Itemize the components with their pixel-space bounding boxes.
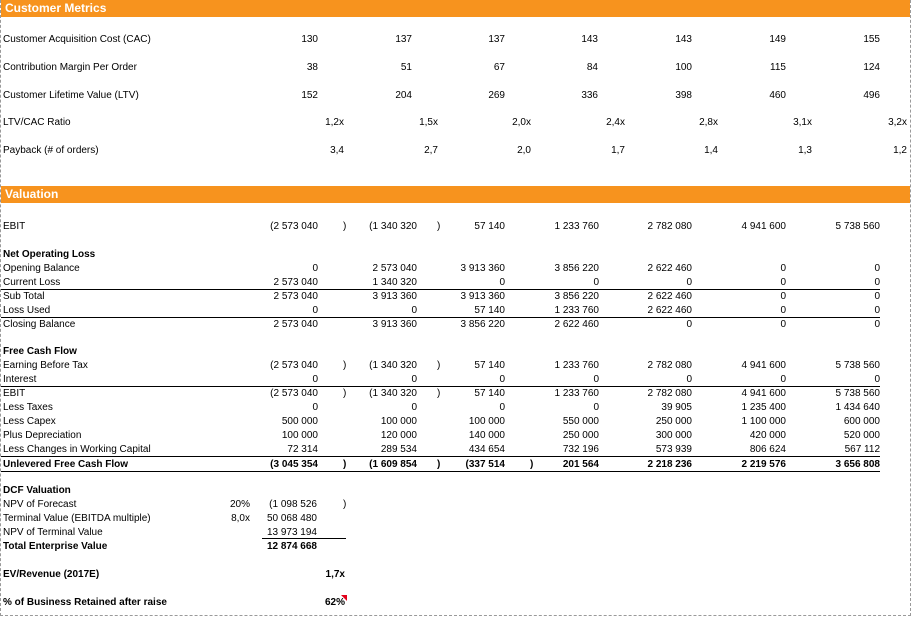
fcf-value[interactable]: 806 624 bbox=[749, 444, 786, 455]
page-break-left bbox=[0, 0, 1, 616]
fcf-row-label[interactable]: EBIT bbox=[3, 388, 26, 399]
fcf-value[interactable]: 250 000 bbox=[562, 430, 599, 441]
unlevered-fcf-value[interactable]: 3 656 808 bbox=[835, 459, 880, 470]
fcf-value[interactable]: 0 bbox=[499, 402, 505, 413]
unlevered-fcf-value[interactable]: (337 514 bbox=[465, 459, 505, 470]
ebit-value[interactable]: 5 738 560 bbox=[835, 221, 880, 232]
fcf-paren: ) bbox=[437, 388, 441, 399]
fcf-value[interactable]: 5 738 560 bbox=[835, 388, 880, 399]
dcf-param[interactable]: 20% bbox=[229, 499, 250, 510]
metric-value[interactable]: 2,0x bbox=[512, 117, 531, 128]
fcf-row-label[interactable]: Plus Depreciation bbox=[3, 430, 82, 441]
metric-value[interactable]: 1,2x bbox=[325, 117, 344, 128]
nol-value[interactable]: 0 bbox=[874, 277, 880, 288]
dcf-value[interactable]: (1 098 526 bbox=[269, 499, 317, 510]
fcf-value[interactable]: 1 100 000 bbox=[741, 416, 786, 427]
nol-value[interactable]: 0 bbox=[312, 305, 318, 316]
row-border bbox=[1, 289, 880, 290]
fcf-value[interactable]: 0 bbox=[411, 402, 417, 413]
metric-value[interactable]: 137 bbox=[395, 34, 412, 45]
unlevered-fcf-value[interactable]: 2 218 236 bbox=[647, 459, 692, 470]
fcf-value[interactable]: 0 bbox=[312, 402, 318, 413]
row-border bbox=[1, 317, 880, 318]
metric-value[interactable]: 1,7 bbox=[611, 145, 625, 156]
metric-value[interactable]: 398 bbox=[675, 90, 692, 101]
nol-value[interactable]: 3 913 360 bbox=[372, 319, 417, 330]
comment-indicator-icon[interactable] bbox=[341, 595, 347, 601]
dcf-row-label[interactable]: NPV of Terminal Value bbox=[3, 527, 103, 538]
metric-value[interactable]: 100 bbox=[675, 62, 692, 73]
nol-value[interactable]: 0 bbox=[312, 263, 318, 274]
ebit-paren: ) bbox=[437, 221, 441, 232]
ebit-value[interactable]: 4 941 600 bbox=[741, 221, 786, 232]
nol-value[interactable]: 2 573 040 bbox=[273, 319, 318, 330]
unlevered-fcf-paren: ) bbox=[437, 459, 441, 470]
nol-value[interactable]: 1 340 320 bbox=[372, 277, 417, 288]
nol-value[interactable]: 0 bbox=[780, 305, 786, 316]
ev-revenue-label[interactable]: EV/Revenue (2017E) bbox=[3, 569, 100, 580]
nol-value[interactable]: 2 573 040 bbox=[273, 277, 318, 288]
fcf-value[interactable]: 72 314 bbox=[287, 444, 318, 455]
fcf-value[interactable]: 100 000 bbox=[380, 416, 417, 427]
ebit-value[interactable]: (1 340 320 bbox=[369, 221, 417, 232]
nol-value[interactable]: 0 bbox=[874, 263, 880, 274]
nol-value[interactable]: 2 622 460 bbox=[647, 291, 692, 302]
nol-value[interactable]: 1 233 760 bbox=[554, 305, 599, 316]
metric-value[interactable]: 336 bbox=[581, 90, 598, 101]
metric-value[interactable]: 130 bbox=[301, 34, 318, 45]
fcf-value[interactable]: 4 941 600 bbox=[741, 388, 786, 399]
metric-value[interactable]: 38 bbox=[306, 62, 318, 73]
metric-value[interactable]: 143 bbox=[581, 34, 598, 45]
nol-value[interactable]: 0 bbox=[874, 319, 880, 330]
fcf-value[interactable]: 500 000 bbox=[281, 416, 318, 427]
nol-value[interactable]: 2 573 040 bbox=[273, 291, 318, 302]
row-border-double bbox=[1, 471, 880, 472]
nol-value[interactable]: 2 622 460 bbox=[647, 263, 692, 274]
nol-value[interactable]: 0 bbox=[686, 277, 692, 288]
ev-revenue-value[interactable]: 1,7x bbox=[325, 569, 345, 580]
nol-value[interactable]: 3 913 360 bbox=[372, 291, 417, 302]
nol-value[interactable]: 0 bbox=[874, 305, 880, 316]
fcf-value[interactable]: 550 000 bbox=[562, 416, 599, 427]
fcf-value[interactable]: (2 573 040 bbox=[270, 388, 318, 399]
metric-value[interactable]: 51 bbox=[400, 62, 412, 73]
metric-value[interactable]: 155 bbox=[863, 34, 880, 45]
metric-value[interactable]: 67 bbox=[493, 62, 505, 73]
dcf-heading[interactable]: DCF Valuation bbox=[3, 485, 71, 496]
dcf-param[interactable]: 8,0x bbox=[231, 513, 250, 524]
metric-label[interactable]: Customer Acquisition Cost (CAC) bbox=[3, 34, 151, 45]
metric-value[interactable]: 2,4x bbox=[606, 117, 625, 128]
metric-label[interactable]: LTV/CAC Ratio bbox=[3, 117, 71, 128]
ebit-value[interactable]: (2 573 040 bbox=[270, 221, 318, 232]
fcf-value[interactable]: 120 000 bbox=[380, 430, 417, 441]
nol-value[interactable]: 0 bbox=[780, 263, 786, 274]
metric-value[interactable]: 1,3 bbox=[798, 145, 812, 156]
fcf-row-label[interactable]: Interest bbox=[3, 374, 37, 385]
valuation-title: Valuation bbox=[5, 187, 59, 201]
nol-value[interactable]: 0 bbox=[499, 277, 505, 288]
nol-value[interactable]: 0 bbox=[780, 291, 786, 302]
fcf-value[interactable]: 289 534 bbox=[380, 444, 417, 455]
fcf-value[interactable]: (1 340 320 bbox=[369, 360, 417, 371]
page-break-bottom bbox=[0, 615, 911, 616]
retained-value[interactable]: 62% bbox=[324, 597, 345, 608]
dcf-row-label[interactable]: Terminal Value (EBITDA multiple) bbox=[3, 513, 151, 524]
ebit-value[interactable]: 57 140 bbox=[474, 221, 505, 232]
metric-value[interactable]: 1,5x bbox=[419, 117, 438, 128]
fcf-value[interactable]: 0 bbox=[312, 374, 318, 385]
dcf-total-rule bbox=[262, 538, 346, 539]
fcf-paren: ) bbox=[437, 360, 441, 371]
nol-value[interactable]: 3 856 220 bbox=[554, 263, 599, 274]
row-border bbox=[1, 386, 880, 387]
metric-value[interactable]: 3,1x bbox=[793, 117, 812, 128]
fcf-value[interactable]: 0 bbox=[686, 374, 692, 385]
fcf-row-label[interactable]: Less Taxes bbox=[3, 402, 53, 413]
metric-value[interactable]: 2,7 bbox=[424, 145, 438, 156]
nol-value[interactable]: 3 913 360 bbox=[460, 291, 505, 302]
fcf-value[interactable]: 250 000 bbox=[655, 416, 692, 427]
fcf-value[interactable]: 140 000 bbox=[468, 430, 505, 441]
ebit-label[interactable]: EBIT bbox=[3, 221, 26, 232]
nol-value[interactable]: 3 856 220 bbox=[554, 291, 599, 302]
nol-value[interactable]: 2 622 460 bbox=[647, 305, 692, 316]
fcf-value[interactable]: 600 000 bbox=[843, 416, 880, 427]
fcf-value[interactable]: 2 782 080 bbox=[647, 388, 692, 399]
fcf-paren: ) bbox=[343, 360, 347, 371]
unlevered-fcf-value[interactable]: (1 609 854 bbox=[369, 459, 417, 470]
customer-metrics-title: Customer Metrics bbox=[5, 1, 107, 15]
metric-value[interactable]: 1,2 bbox=[893, 145, 907, 156]
nol-row-label[interactable]: Current Loss bbox=[3, 277, 61, 288]
fcf-value[interactable]: 0 bbox=[593, 374, 599, 385]
row-border bbox=[1, 456, 880, 457]
metric-label[interactable]: Contribution Margin Per Order bbox=[3, 62, 137, 73]
metric-value[interactable]: 115 bbox=[770, 62, 786, 73]
fcf-value[interactable]: 100 000 bbox=[281, 430, 318, 441]
fcf-row-label[interactable]: Less Capex bbox=[3, 416, 56, 427]
fcf-value[interactable]: 573 939 bbox=[655, 444, 692, 455]
unlevered-fcf-paren: ) bbox=[530, 459, 534, 470]
fcf-value[interactable]: 732 196 bbox=[562, 444, 599, 455]
unlevered-fcf-value[interactable]: 201 564 bbox=[562, 459, 599, 470]
nol-value[interactable]: 0 bbox=[780, 319, 786, 330]
nol-value[interactable]: 0 bbox=[686, 319, 692, 330]
dcf-paren: ) bbox=[343, 499, 347, 510]
fcf-value[interactable]: 39 905 bbox=[661, 402, 692, 413]
fcf-value[interactable]: 1 233 760 bbox=[554, 360, 599, 371]
metric-value[interactable]: 204 bbox=[395, 90, 412, 101]
metric-value[interactable]: 124 bbox=[863, 62, 880, 73]
dcf-row-label[interactable]: NPV of Forecast bbox=[3, 499, 77, 510]
customer-metrics-header[interactable] bbox=[1, 0, 910, 17]
page-break-right bbox=[910, 0, 911, 616]
nol-value[interactable]: 0 bbox=[780, 277, 786, 288]
dcf-value[interactable]: 50 068 480 bbox=[266, 513, 317, 524]
retained-label[interactable]: % of Business Retained after raise bbox=[3, 597, 167, 608]
fcf-value[interactable]: 0 bbox=[411, 374, 417, 385]
fcf-value[interactable]: 434 654 bbox=[468, 444, 505, 455]
fcf-value[interactable]: 57 140 bbox=[474, 388, 505, 399]
unlevered-fcf-label[interactable]: Unlevered Free Cash Flow bbox=[3, 459, 129, 470]
nol-row-label[interactable]: Loss Used bbox=[3, 305, 51, 316]
fcf-value[interactable]: 520 000 bbox=[843, 430, 880, 441]
fcf-value[interactable]: 1 233 760 bbox=[554, 388, 599, 399]
fcf-value[interactable]: 1 434 640 bbox=[835, 402, 880, 413]
nol-value[interactable]: 0 bbox=[593, 277, 599, 288]
nol-value[interactable]: 2 622 460 bbox=[554, 319, 599, 330]
fcf-value[interactable]: 1 235 400 bbox=[741, 402, 786, 413]
nol-value[interactable]: 0 bbox=[411, 305, 417, 316]
fcf-value[interactable]: 0 bbox=[874, 374, 880, 385]
nol-value[interactable]: 2 573 040 bbox=[372, 263, 417, 274]
fcf-row-label[interactable]: Earning Before Tax bbox=[3, 360, 88, 371]
metric-value[interactable]: 269 bbox=[488, 90, 505, 101]
ebit-value[interactable]: 2 782 080 bbox=[647, 221, 692, 232]
nol-row-label[interactable]: Closing Balance bbox=[3, 319, 76, 330]
fcf-value[interactable]: 100 000 bbox=[468, 416, 505, 427]
fcf-value[interactable]: (1 340 320 bbox=[369, 388, 417, 399]
metric-value[interactable]: 1,4 bbox=[704, 145, 718, 156]
fcf-value[interactable]: 57 140 bbox=[474, 360, 505, 371]
metric-value[interactable]: 137 bbox=[488, 34, 505, 45]
nol-value[interactable]: 57 140 bbox=[474, 305, 505, 316]
metric-label[interactable]: Payback (# of orders) bbox=[3, 145, 99, 156]
ebit-value[interactable]: 1 233 760 bbox=[554, 221, 599, 232]
metric-value[interactable]: 143 bbox=[675, 34, 692, 45]
fcf-paren: ) bbox=[343, 388, 347, 399]
nol-value[interactable]: 3 856 220 bbox=[460, 319, 505, 330]
nol-row-label[interactable]: Sub Total bbox=[3, 291, 45, 302]
fcf-value[interactable]: 420 000 bbox=[749, 430, 786, 441]
fcf-row-label[interactable]: Less Changes in Working Capital bbox=[3, 444, 151, 455]
metric-value[interactable]: 149 bbox=[769, 34, 786, 45]
unlevered-fcf-value[interactable]: (3 045 354 bbox=[270, 459, 318, 470]
fcf-value[interactable]: 0 bbox=[593, 402, 599, 413]
total-enterprise-value[interactable]: 12 874 668 bbox=[266, 541, 317, 552]
ebit-paren: ) bbox=[343, 221, 347, 232]
fcf-value[interactable]: (2 573 040 bbox=[270, 360, 318, 371]
metric-value[interactable]: 3,4 bbox=[330, 145, 344, 156]
metric-value[interactable]: 496 bbox=[863, 90, 880, 101]
metric-value[interactable]: 152 bbox=[301, 90, 318, 101]
nol-heading[interactable]: Net Operating Loss bbox=[3, 249, 96, 260]
total-enterprise-value-label[interactable]: Total Enterprise Value bbox=[3, 541, 108, 552]
fcf-value[interactable]: 0 bbox=[780, 374, 786, 385]
fcf-heading[interactable]: Free Cash Flow bbox=[3, 346, 77, 357]
fcf-value[interactable]: 4 941 600 bbox=[741, 360, 786, 371]
valuation-header[interactable] bbox=[1, 186, 910, 203]
metric-value[interactable]: 84 bbox=[586, 62, 598, 73]
metric-value[interactable]: 2,0 bbox=[517, 145, 531, 156]
fcf-value[interactable]: 300 000 bbox=[655, 430, 692, 441]
fcf-value[interactable]: 567 112 bbox=[844, 444, 880, 455]
dcf-value[interactable]: 13 973 194 bbox=[266, 527, 317, 538]
nol-value[interactable]: 3 913 360 bbox=[460, 263, 505, 274]
fcf-value[interactable]: 0 bbox=[499, 374, 505, 385]
nol-value[interactable]: 0 bbox=[874, 291, 880, 302]
nol-row-label[interactable]: Opening Balance bbox=[3, 263, 80, 274]
metric-value[interactable]: 2,8x bbox=[699, 117, 718, 128]
unlevered-fcf-value[interactable]: 2 219 576 bbox=[741, 459, 786, 470]
fcf-value[interactable]: 2 782 080 bbox=[647, 360, 692, 371]
unlevered-fcf-paren: ) bbox=[343, 459, 347, 470]
metric-label[interactable]: Customer Lifetime Value (LTV) bbox=[3, 90, 139, 101]
metric-value[interactable]: 3,2x bbox=[888, 117, 907, 128]
fcf-value[interactable]: 5 738 560 bbox=[835, 360, 880, 371]
metric-value[interactable]: 460 bbox=[769, 90, 786, 101]
